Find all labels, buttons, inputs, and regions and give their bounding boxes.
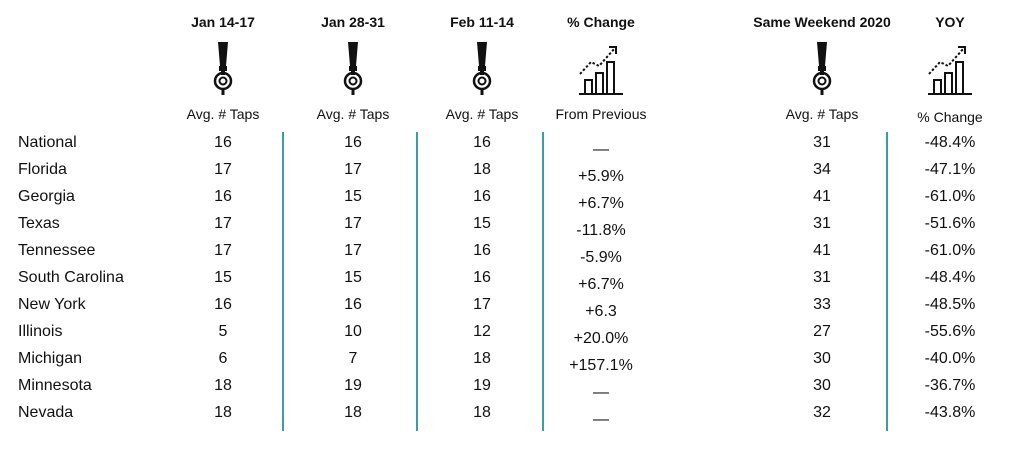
cell-jan14: 15	[214, 269, 232, 286]
cell-jan28: 18	[344, 404, 362, 421]
row-label: Texas	[18, 215, 60, 232]
cell-jan28: 15	[344, 188, 362, 205]
cell-feb11: 17	[473, 296, 491, 313]
row-label: Minnesota	[18, 377, 92, 394]
cell-yoy: -51.6%	[924, 215, 976, 232]
cell-yoy: -55.6%	[924, 323, 976, 340]
cell-feb11: 18	[473, 350, 491, 367]
tap-handle-icon	[792, 40, 852, 96]
cell-jan28: 17	[344, 242, 362, 259]
cell-change: -11.8%	[576, 222, 626, 239]
cell-sw2020: 27	[813, 323, 831, 340]
cell-jan14: 16	[214, 134, 232, 151]
growth-chart-icon	[571, 40, 631, 96]
cell-feb11: 18	[473, 404, 491, 421]
cell-yoy: -43.8%	[924, 404, 976, 421]
cell-jan14: 5	[218, 323, 228, 340]
cell-jan14: 17	[214, 161, 232, 178]
column-header-sw2020: Same Weekend 2020	[753, 14, 891, 30]
cell-jan14: 17	[214, 242, 232, 259]
cell-sw2020: 32	[813, 404, 831, 421]
row-label: Florida	[18, 161, 67, 178]
column-subheader-sw2020: Avg. # Taps	[785, 106, 859, 122]
cell-change: —	[593, 141, 609, 158]
column-divider	[542, 132, 544, 431]
cell-change: +6.3	[585, 303, 617, 320]
cell-yoy: -61.0%	[924, 188, 976, 205]
cell-jan28: 17	[344, 161, 362, 178]
cell-feb11: 19	[473, 377, 491, 394]
cell-yoy: -48.5%	[924, 296, 976, 313]
cell-sw2020: 33	[813, 296, 831, 313]
cell-jan14: 18	[214, 404, 232, 421]
column-divider	[886, 132, 888, 431]
cell-change: —	[593, 411, 609, 428]
cell-jan14: 16	[214, 188, 232, 205]
column-divider	[282, 132, 284, 431]
cell-sw2020: 31	[813, 215, 831, 232]
cell-feb11: 12	[473, 323, 491, 340]
row-label: Nevada	[18, 404, 74, 421]
tap-handle-icon	[193, 40, 253, 96]
cell-jan28: 10	[344, 323, 362, 340]
cell-jan28: 17	[344, 215, 362, 232]
cell-sw2020: 30	[813, 377, 831, 394]
cell-feb11: 16	[473, 188, 491, 205]
row-label: Illinois	[18, 323, 63, 340]
cell-sw2020: 31	[813, 134, 831, 151]
cell-feb11: 16	[473, 134, 491, 151]
column-subheader-yoy: % Change	[917, 109, 983, 125]
cell-change: -5.9%	[580, 249, 622, 266]
cell-sw2020: 34	[813, 161, 831, 178]
column-header-jan28: Jan 28-31	[321, 14, 385, 30]
cell-sw2020: 31	[813, 269, 831, 286]
tap-handle-icon	[452, 40, 512, 96]
column-subheader-jan14: Avg. # Taps	[186, 106, 260, 122]
cell-change: +6.7%	[578, 195, 624, 212]
cell-jan28: 16	[344, 296, 362, 313]
cell-jan28: 19	[344, 377, 362, 394]
column-header-change: % Change	[567, 14, 635, 30]
cell-change: +6.7%	[578, 276, 624, 293]
cell-jan14: 6	[218, 350, 228, 367]
row-label: Tennessee	[18, 242, 96, 259]
tap-handle-icon	[323, 40, 383, 96]
cell-jan28: 15	[344, 269, 362, 286]
cell-sw2020: 41	[813, 188, 831, 205]
column-subheader-change: From Previous	[555, 106, 647, 122]
column-subheader-feb11: Avg. # Taps	[445, 106, 519, 122]
cell-feb11: 15	[473, 215, 491, 232]
growth-chart-icon	[920, 40, 980, 96]
cell-sw2020: 30	[813, 350, 831, 367]
cell-feb11: 16	[473, 269, 491, 286]
cell-yoy: -48.4%	[924, 134, 976, 151]
cell-change: —	[593, 384, 609, 401]
cell-jan28: 7	[348, 350, 358, 367]
cell-jan14: 16	[214, 296, 232, 313]
cell-yoy: -47.1%	[924, 161, 976, 178]
column-header-jan14: Jan 14-17	[191, 14, 255, 30]
column-divider	[416, 132, 418, 431]
row-label: New York	[18, 296, 86, 313]
row-label: South Carolina	[18, 269, 124, 286]
cell-feb11: 18	[473, 161, 491, 178]
column-header-feb11: Feb 11-14	[450, 14, 514, 30]
cell-yoy: -40.0%	[924, 350, 976, 367]
cell-sw2020: 41	[813, 242, 831, 259]
cell-jan14: 18	[214, 377, 232, 394]
cell-jan14: 17	[214, 215, 232, 232]
cell-jan28: 16	[344, 134, 362, 151]
column-subheader-jan28: Avg. # Taps	[316, 106, 390, 122]
column-header-yoy: YOY	[935, 14, 965, 30]
row-label: Michigan	[18, 350, 83, 367]
cell-change: +5.9%	[578, 168, 624, 185]
cell-change: +157.1%	[569, 357, 633, 374]
cell-feb11: 16	[473, 242, 491, 259]
cell-yoy: -61.0%	[924, 242, 976, 259]
cell-yoy: -36.7%	[924, 377, 976, 394]
row-label: Georgia	[18, 188, 75, 205]
cell-change: +20.0%	[573, 330, 629, 347]
row-label: National	[18, 134, 77, 151]
cell-yoy: -48.4%	[924, 269, 976, 286]
